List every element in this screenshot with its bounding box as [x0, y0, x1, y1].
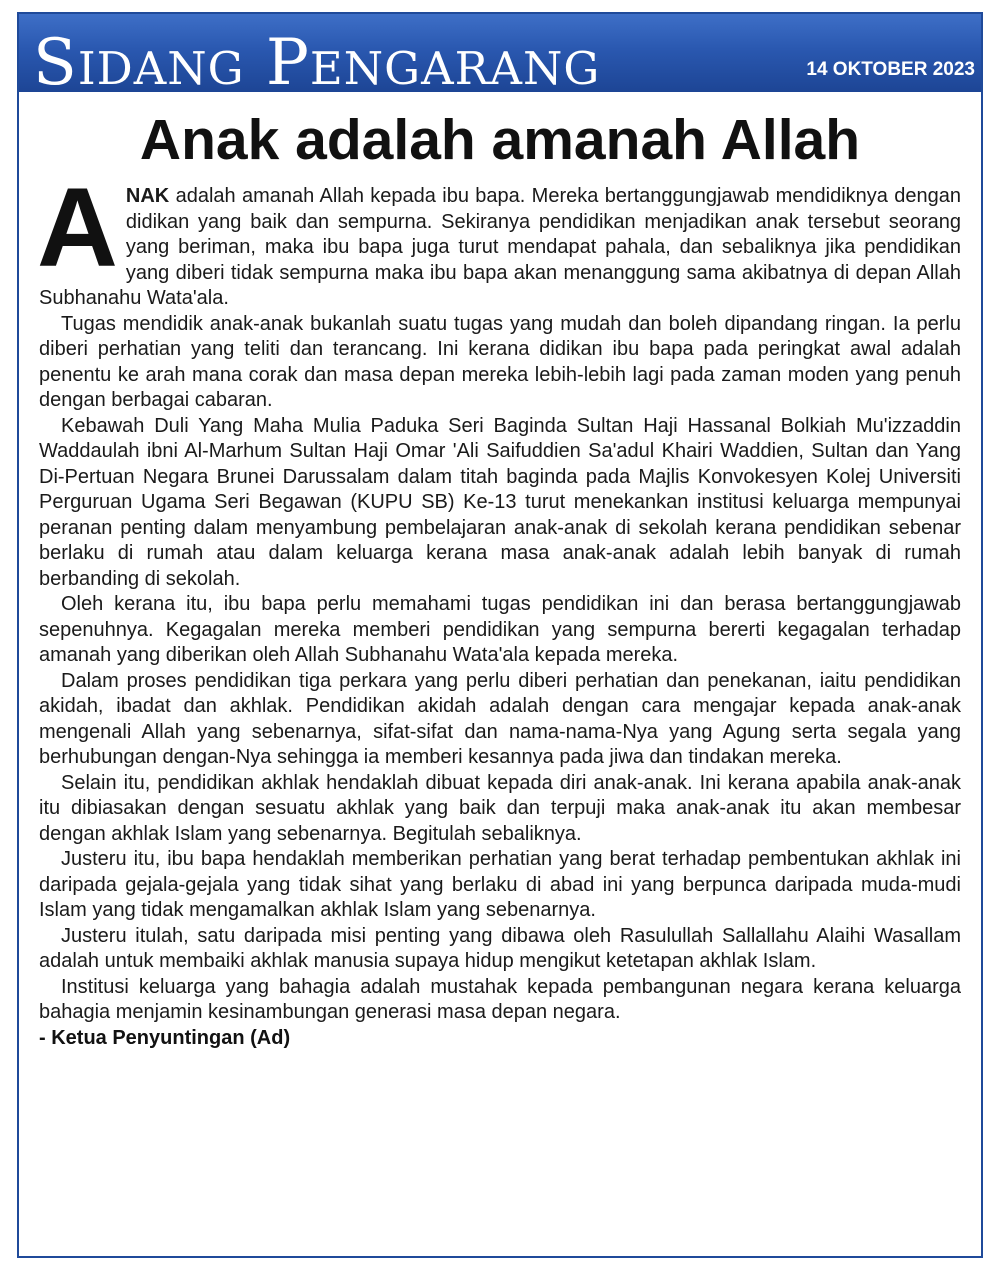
- article-paragraph-3: Kebawah Duli Yang Maha Mulia Paduka Seri Baginda Sultan Haji Hassanal Bolkiah Mu'izzaddin Waddaulah ibni Al-Marhum Sultan Haji Omar 'Ali Saifuddien Sa'adul Khairi Waddien, Sultan dan Yang Di-Pertuan Negara Brunei Darussalam dalam titah baginda pada Majlis Konvokesyen Kolej Universiti Perguruan Ugama Seri Begawan (KUPU SB) Ke-13 turut menekankan institusi keluarga mempunyai peranan penting dalam menyambung pembelajaran anak-anak di sekolah kerana pendidikan sebenar berlaku di rumah atau dalam keluarga kerana masa anak-anak adalah lebih banyak di rumah berbanding di sekolah.: [39, 414, 961, 590]
- section-title: Sidang Pengarang: [33, 26, 601, 92]
- article-paragraph-7: Justeru itu, ibu bapa hendaklah memberikan perhatian yang berat terhadap pembentukan akhlak ini daripada gejala-gejala yang tidak sihat yang berlaku di abad ini yang berpunca daripada muda-mudi Islam yang tidak mengamalkan akhlak Islam yang sebenarnya.: [39, 848, 961, 921]
- article-paragraph-8: Justeru itulah, satu daripada misi penting yang dibawa oleh Rasulullah Sallallahu Alaihi Wasallam adalah untuk membaiki akhlak manusia supaya hidup mengikut ketetapan akhlak Islam.: [39, 924, 961, 972]
- article-paragraph-9: Institusi keluarga yang bahagia adalah mustahak kepada pembangunan negara kerana keluarga bahagia menjamin kesinambungan generasi masa depan negara.: [39, 975, 961, 1023]
- article-paragraph-2: Tugas mendidik anak-anak bukanlah suatu tugas yang mudah dan boleh dipandang ringan. Ia perlu diberi perhatian yang teliti dan terancang. Ini kerana didikan ibu bapa pada peringkat awal adalah penentu ke arah mana corak dan masa depan mereka lebih-lebih lagi pada zaman moden yang penuh dengan berbagai cabaran.: [39, 312, 961, 411]
- author-signature: - Ketua Penyuntingan (Ad): [39, 1026, 291, 1049]
- lead-word: NAK: [125, 185, 170, 207]
- article-paragraph-5: Dalam proses pendidikan tiga perkara yang perlu diberi perhatian dan penekanan, iaitu pendidikan akidah, ibadat dan akhlak. Pendidikan akidah adalah dengan cara mengajar kepada anak-anak mengenali Allah yang sebenarnya, sifat-sifat dan nama-nama-Nya yang Agung serta segala yang berhubungan dengan-Nya sehingga ia memberi kesannya pada jiwa dan tindakan mereka.: [39, 669, 961, 768]
- newspaper-page: [17, 12, 983, 1258]
- article-paragraph-6: Selain itu, pendidikan akhlak hendaklah dibuat kepada diri anak-anak. Ini kerana apabila anak-anak itu dibiasakan dengan sesuatu akhlak yang baik dan terpuji maka anak-anak itu akan membesar dengan akhlak Islam yang sebenarnya. Begitulah sebaliknya.: [39, 771, 961, 845]
- article-paragraph-1: [37, 165, 961, 312]
- paragraph-text: adalah amanah Allah kepada ibu bapa. Mereka bertanggungjawab mendidiknya dengan didikan yang baik dan sempurna. Sekiranya pendidikan menjadikan anak tersebut seorang yang beriman, maka ibu bapa juga turut mendapat pahala, dan sebaliknya jika pendidikan yang diberi tidak sempurna maka ibu bapa akan menanggung sama akibatnya di depan Allah Subhanahu Wata'ala.: [39, 185, 961, 309]
- section-banner: [19, 14, 981, 92]
- publication-date: 14 OKTOBER 2023: [806, 59, 975, 80]
- article-paragraph-4: Oleh kerana itu, ibu bapa perlu memahami tugas pendidikan ini dan berasa bertanggungjawab sepenuhnya. Kegagalan mereka memberi pendidikan yang sempurna bererti kegagalan terhadap amanah yang diberikan oleh Allah Subhanahu Wata'ala kepada mereka.: [39, 593, 961, 666]
- drop-cap: A: [37, 165, 118, 290]
- article-body: [37, 165, 961, 1026]
- article-headline: Anak adalah amanah Allah: [139, 108, 861, 172]
